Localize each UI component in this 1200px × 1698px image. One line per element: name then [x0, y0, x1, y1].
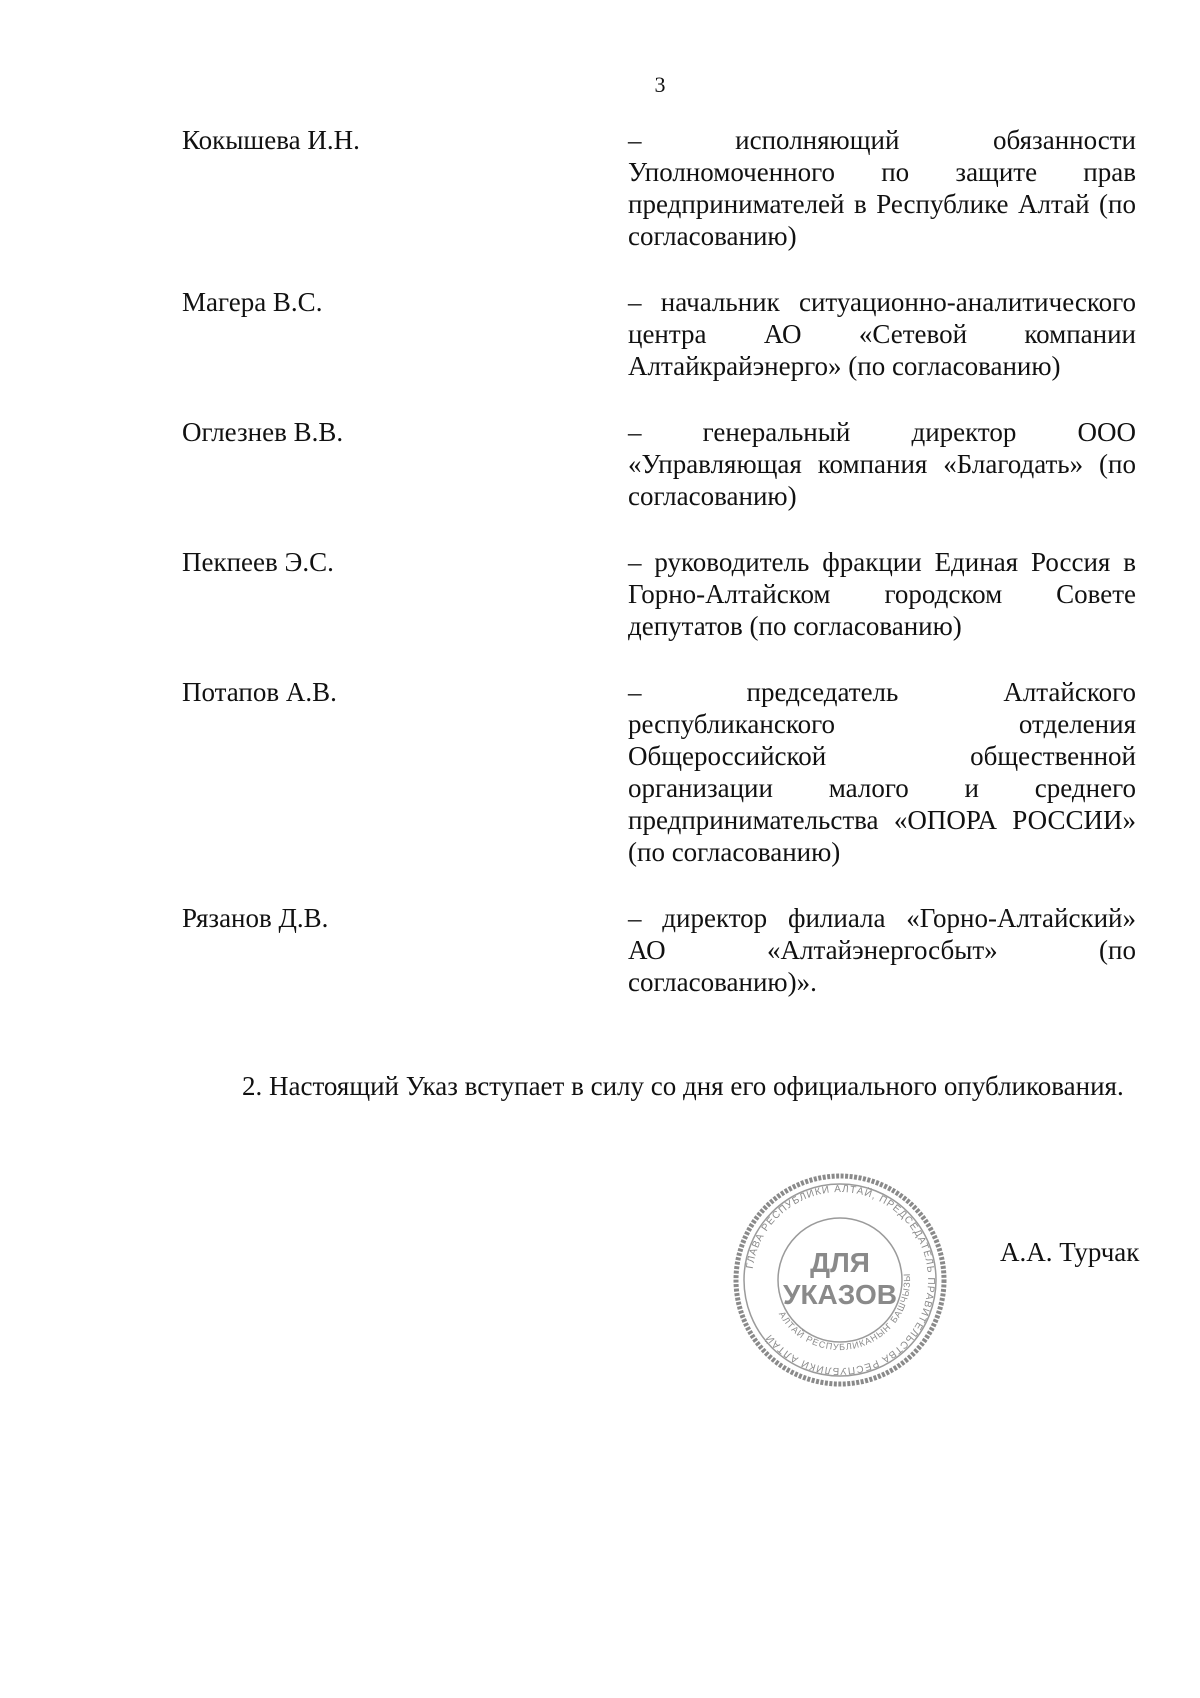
member-position: – начальник ситуационно-аналитического центра АО «Сетевой компании Алтайкрайэнерго» (по согласованию) [628, 287, 1136, 381]
member-name: Пекпеев Э.С. [182, 547, 334, 577]
member-name: Кокышева И.Н. [182, 125, 360, 155]
members-list [182, 124, 1136, 1032]
member-row [182, 416, 1136, 512]
seal-outer-text: ГЛАВА РЕСПУБЛИКИ АЛТАЙ, ПРЕДСЕДАТЕЛЬ ПРАВИТЕЛЬСТВА РЕСПУБЛИКИ АЛТАЙ [744, 1183, 937, 1377]
member-position: – руководитель фракции Единая Россия в Горно-Алтайском городском Совете депутатов (по согласованию) [628, 547, 1136, 641]
member-row [182, 902, 1136, 998]
member-position: – исполняющий обязанности Уполномоченного по защите прав предпринимателей в Республике Алтай (по согласованию) [628, 125, 1136, 251]
member-name: Оглезнев В.В. [182, 417, 344, 447]
member-name: Магера В.С. [182, 287, 323, 317]
member-name: Рязанов Д.В. [182, 903, 329, 933]
seal-inner-text: АЛТАЙ РЕСПУБЛИКАНЫҤ БАШЧЫЗЫ [776, 1272, 913, 1353]
member-position: – директор филиала «Горно-Алтайский» АО «Алтайэнергосбыт» (по согласованию)». [628, 903, 1136, 997]
member-row [182, 124, 1136, 252]
clause-text: 2. Настоящий Указ вступает в силу со дня его официального опубликования. [242, 1071, 1124, 1101]
member-row [182, 676, 1136, 868]
seal-center-line1: ДЛЯ [810, 1247, 870, 1278]
effective-date-clause [174, 1070, 1148, 1102]
member-position: – генеральный директор ООО «Управляющая компания «Благодать» (по согласованию) [628, 417, 1136, 511]
signatory-name: А.А. Турчак [1000, 1237, 1140, 1267]
member-name: Потапов А.В. [182, 677, 337, 707]
member-position: – председатель Алтайского республиканского отделения Общероссийской общественной организации малого и среднего предпринимательства «ОПОРА РОССИИ» (по согласованию) [628, 677, 1136, 867]
member-row [182, 546, 1136, 642]
page-number: 3 [654, 72, 666, 97]
member-row [182, 286, 1136, 382]
official-seal-stamp [730, 1170, 950, 1390]
seal-center-line2: УКАЗОВ [783, 1279, 897, 1310]
